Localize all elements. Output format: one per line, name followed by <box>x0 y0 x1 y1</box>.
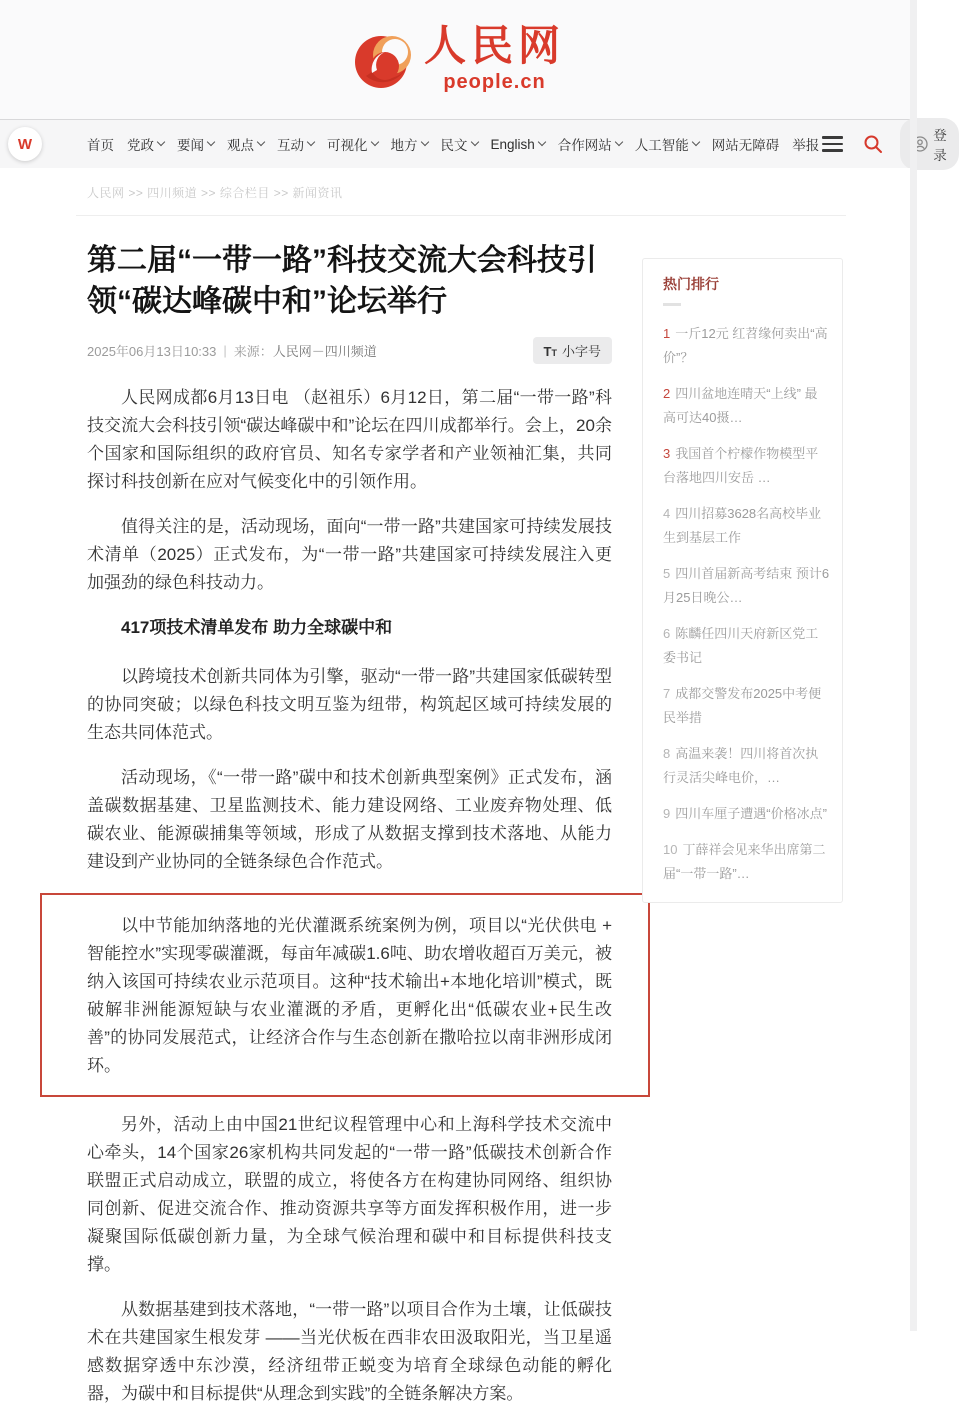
site-header <box>0 0 917 120</box>
article-paragraph: 以中节能加纳落地的光伏灌溉系统案例为例，项目以“光伏供电 + 智能控水”实现零碳灌溉，每亩年减碳1.6吨、助农增收超百万美元，被纳入该国可持续农业示范项目。这种“技术输出+本地化培训”模式，既破解非洲能源短缺与农业灌溉的矛盾，更孵化出“低碳农业+民生改善”的协同发展范式，让经济合作与生态创新在撒哈拉以南非洲形成闭环。 <box>40 893 650 1097</box>
source-name[interactable]: 人民网－四川频道 <box>272 344 377 359</box>
article-body <box>87 384 612 1408</box>
rank-number: 9 <box>663 806 671 821</box>
hot-item-text: 我国首个柠檬作物模型平台落地四川安岳 … <box>663 446 819 485</box>
scrollbar[interactable] <box>910 0 917 1331</box>
nav-item[interactable] <box>127 134 164 154</box>
article-meta <box>87 337 612 364</box>
hot-item-text: 一斤12元 红苕缘何卖出“高价”？ <box>663 326 828 365</box>
title-underline <box>663 303 681 306</box>
rank-number: 10 <box>663 842 678 857</box>
nav-item[interactable] <box>712 134 780 154</box>
hot-ranking-title: 热门排行 <box>663 276 719 292</box>
nav-item[interactable] <box>277 134 314 154</box>
nav-item[interactable] <box>227 134 264 154</box>
logo-en-label: people.cn <box>443 70 546 93</box>
nav-item-label: 人工智能 <box>634 138 689 153</box>
font-size-button[interactable] <box>533 337 612 364</box>
article-paragraph: 417项技术清单发布 助力全球碳中和 <box>121 618 393 637</box>
chevron-down-icon <box>470 138 478 146</box>
nav-item-label: 民文 <box>440 138 468 153</box>
hot-item-text: 丁薛祥会见来华出席第二届“一带一路”… <box>663 842 826 881</box>
source-label: 来源： <box>233 344 273 359</box>
hot-item-text: 陈麟任四川天府新区党工委书记 <box>663 626 819 665</box>
rank-number: 1 <box>663 326 671 341</box>
nav-menu <box>87 134 819 154</box>
chevron-down-icon <box>307 138 315 146</box>
nav-item[interactable] <box>177 134 214 154</box>
article-paragraph: 以跨境技术创新共同体为引擎，驱动“一带一路”共建国家低碳转型的协同突破；以绿色科技文明互鉴为纽带，构筑起区域可持续发展的生态共同体范式。 <box>87 667 612 742</box>
rank-number: 8 <box>663 746 671 761</box>
chevron-down-icon <box>420 138 428 146</box>
chevron-down-icon <box>615 138 623 146</box>
rank-number: 5 <box>663 566 671 581</box>
nav-item-label: 互动 <box>277 138 304 153</box>
login-label: 登录 <box>933 128 947 163</box>
logo-text <box>424 25 565 93</box>
rank-number: 4 <box>663 506 671 521</box>
hot-item-text: 四川车厘子遭遇“价格冰点” <box>675 806 827 821</box>
nav-item-label: English <box>490 136 535 152</box>
article-paragraph: 值得关注的是，活动现场，面向“一带一路”共建国家可持续发展技术清单（2025）正式发布，为“一带一路”共建国家可持续发展注入更加强劲的绿色科技动力。 <box>87 517 612 592</box>
nav-item-label: 观点 <box>227 138 254 153</box>
hot-list-item[interactable] <box>663 442 830 490</box>
hot-list-item[interactable] <box>663 622 830 670</box>
nav-item-label: 合作网站 <box>557 138 612 153</box>
article-paragraph: 从数据基建到技术落地，“一带一路”以项目合作为土壤，让低碳技术在共建国家生根发芽 ——当光伏板在西非农田汲取阳光，当卫星遥感数据穿透中东沙漠，经济纽带正蜕变为培育全球绿色动能的孵化器，为碳中和目标提供“从理念到实践”的全链条解决方案。 <box>87 1300 612 1403</box>
nav-item[interactable] <box>558 134 622 154</box>
chevron-down-icon <box>157 138 165 146</box>
article-title: 第二届“一带一路”科技交流大会科技引领“碳达峰碳中和”论坛举行 <box>87 244 597 318</box>
hot-list-item[interactable] <box>663 502 830 550</box>
nav-item[interactable] <box>792 134 819 154</box>
meta-separator: | <box>223 343 227 358</box>
rank-number: 7 <box>663 686 671 701</box>
hot-item-text: 四川盆地连晴天“上线” 最高可达40摄… <box>663 386 818 425</box>
hot-list-item[interactable] <box>663 322 830 370</box>
font-size-button-label: 小字号 <box>561 344 601 359</box>
hot-item-text: 成都交警发布2025中考便民举措 <box>663 686 822 725</box>
nav-item-label: 党政 <box>127 138 154 153</box>
nav-item-label: 可视化 <box>327 138 368 153</box>
hamburger-icon[interactable] <box>819 133 846 155</box>
article-paragraph: 另外，活动上由中国21世纪议程管理中心和上海科学技术交流中心牵头，14个国家26家机构共同发起的“一带一路”低碳技术创新合作联盟正式启动成立，联盟的成立，将使各方在构建协同网络、组织协同创新、促进交流合作、推动资源共享等方面发挥积极作用，进一步凝聚国际低碳创新力量，为全球气候治理和碳中和目标提供科技支撑。 <box>87 1115 612 1274</box>
nav-item[interactable] <box>635 134 699 154</box>
hot-ranking-list <box>663 322 830 886</box>
hot-item-text: 四川首届新高考结束 预计6月25日晚公… <box>663 566 830 605</box>
rank-number: 2 <box>663 386 671 401</box>
nav-item-label: 举报 <box>792 138 820 153</box>
nav-item[interactable] <box>391 134 428 154</box>
chevron-down-icon <box>692 138 700 146</box>
main-navbar <box>0 120 947 168</box>
chevron-down-icon <box>207 138 215 146</box>
people-cn-logo[interactable] <box>352 25 565 93</box>
people-cn-swirl-icon <box>352 28 416 92</box>
nav-item[interactable] <box>327 134 378 154</box>
hot-list-item[interactable] <box>663 382 830 430</box>
divider <box>76 215 846 216</box>
article-paragraph: 活动现场，《“一带一路”碳中和技术创新典型案例》正式发布，涵盖碳数据基建、卫星监测技术、能力建设网络、工业废弃物处理、低碳农业、能源碳捕集等领域，形成了从数据支撑到技术落地、从能力建设到产业协同的全链条绿色合作范式。 <box>87 768 612 871</box>
hot-item-text: 高温来袭！四川将首次执行灵活尖峰电价，… <box>663 746 819 785</box>
hot-list-item[interactable] <box>663 802 830 826</box>
nav-item-label: 地方 <box>390 138 418 153</box>
nav-item-label: 要闻 <box>177 138 204 153</box>
hot-list-item[interactable] <box>663 742 830 790</box>
nav-item[interactable] <box>491 137 545 152</box>
hot-list-item[interactable] <box>663 682 830 730</box>
hot-ranking-panel <box>642 258 843 903</box>
logo-cn-label: 人民网 <box>423 24 565 71</box>
hot-item-text: 四川招募3628名高校毕业生到基层工作 <box>663 506 822 545</box>
nav-item-label: 首页 <box>87 138 114 153</box>
search-icon[interactable] <box>863 134 883 154</box>
chevron-down-icon <box>370 138 378 146</box>
chevron-down-icon <box>257 138 265 146</box>
publish-date: 2025年06月13日10:33 <box>87 344 217 359</box>
rank-number: 6 <box>663 626 671 641</box>
rank-number: 3 <box>663 446 671 461</box>
nav-item-label: 网站无障碍 <box>711 138 780 153</box>
breadcrumb[interactable]: 人民网 >> 四川频道 >> 综合栏目 >> 新闻资讯 <box>87 186 343 200</box>
chevron-down-icon <box>538 138 546 146</box>
hot-list-item[interactable] <box>663 838 830 886</box>
article-paragraph: 人民网成都6月13日电 （赵祖乐）6月12日，第二届“一带一路”科技交流大会科技引领“碳达峰碳中和”论坛在四川成都举行。会上，20余个国家和国际组织的政府官员、知名专家学者和产业领袖汇集，共同探讨科技创新在应对气候变化中的引领作用。 <box>87 388 612 491</box>
nav-item[interactable] <box>87 134 114 154</box>
nav-item[interactable] <box>441 134 478 154</box>
hot-list-item[interactable] <box>663 562 830 610</box>
w-badge[interactable]: W <box>8 127 42 161</box>
nav-right-tools <box>819 118 959 170</box>
text-size-icon: TT <box>543 344 557 359</box>
